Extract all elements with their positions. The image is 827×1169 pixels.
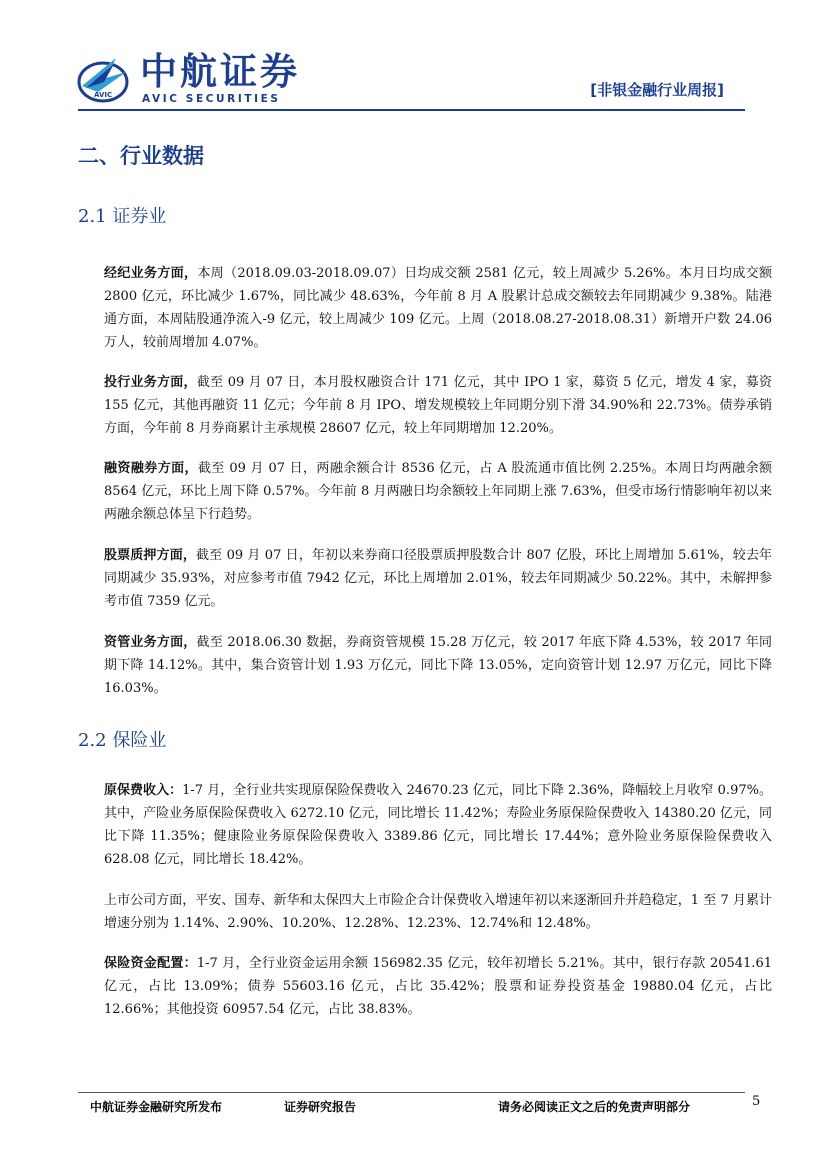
paragraph-lead: 经纪业务方面，	[104, 266, 198, 281]
paragraph-lead: 资管业务方面，	[104, 635, 197, 650]
paragraph-investment-banking	[78, 371, 772, 440]
footer-divider	[78, 1092, 745, 1093]
logo-wordmark-cn: 中航证券	[140, 50, 300, 93]
report-category-tag: [非银金融行业周报]	[590, 81, 724, 99]
paragraph-asset-management	[78, 631, 772, 700]
paragraph-premium-income	[78, 779, 772, 871]
paragraph-stock-pledge	[78, 544, 772, 613]
logo-wordmark-en: AVIC SECURITIES	[142, 93, 281, 105]
footer-report-type: 证券研究报告	[284, 1100, 357, 1114]
header-divider	[78, 109, 745, 111]
paragraph-text: 截至 09 月 07 日，年初以来券商口径股票质押股数合计 807 亿股，环比上周增加 5.61%，较去年同期减少 35.93%，对应参考市值 7942 亿元，环比上周增加 2.01%，较去年同期减少 50.22%。其中，未解押参考市值 7359 亿元。	[104, 548, 772, 609]
subsection-title-securities: 2.1 证券业	[78, 206, 167, 227]
paragraph-fund-allocation	[78, 952, 772, 1021]
paragraph-text: 截至 09 月 07 日，本月股权融资合计 171 亿元，其中 IPO 1 家，募资 5 亿元，增发 4 家，募资 155 亿元，其他再融资 11 亿元；今年前 8 月 IPO、增发规模较上年同期分别下滑 34.90%和 22.73%。债券承销方面，今年前 8 月券商累计主承规模 28607 亿元，较上年同期增加 12.20%。	[104, 375, 772, 436]
paragraph-text: 截至 09 月 07 日，两融余额合计 8536 亿元，占 A 股流通市值比例 2.25%。本周日均两融余额 8564 亿元，环比上周下降 0.57%。今年前 8 月两融日均余额较上年同期上涨 7.63%，但受市场行情影响年初以来两融余额总体呈下行趋势。	[104, 461, 772, 522]
section-title: 二、行业数据	[78, 144, 204, 168]
paragraph-lead: 投行业务方面，	[104, 375, 197, 390]
paragraph-text: 1-7 月，全行业资金运用余额 156982.35 亿元，较年初增长 5.21%。其中，银行存款 20541.61 亿元，占比 13.09%；债券 55603.16 亿元，占比 35.42%；股票和证券投资基金 19880.04 亿元，占比 12.66%；其他投资 60957.54 亿元，占比 38.83%。	[104, 956, 772, 1017]
paragraph-lead: 原保费收入：	[104, 783, 183, 798]
page-number: 5	[752, 1094, 761, 1109]
paragraph-margin-trading	[78, 457, 772, 526]
paragraph-lead: 股票质押方面，	[104, 548, 197, 563]
footer-disclaimer: 请务必阅读正文之后的免责声明部分	[498, 1100, 691, 1114]
avic-logo-icon	[76, 52, 130, 104]
paragraph-text: 本周（2018.09.03-2018.09.07）日均成交额 2581 亿元，较上周减少 5.26%。本月日均成交额 2800 亿元，环比减少 1.67%，同比减少 48.63%，今年前 8 月 A 股累计总成交额较去年同期减少 9.38%。陆港通方面，本周陆股通净流入-9 亿元，较上周减少 109 亿元。上周（2018.08.27-2018.08.31）新增开户数 24.06 万人，较前周增加 4.07%。	[104, 266, 772, 350]
paragraph-brokerage	[78, 262, 772, 354]
paragraph-lead: 保险资金配置：	[104, 956, 197, 971]
paragraph-listed-companies	[78, 889, 772, 935]
paragraph-text: 上市公司方面，平安、国寿、新华和太保四大上市险企合计保费收入增速年初以来逐渐回升并趋稳定，1 至 7 月累计增速分别为 1.14%、2.90%、10.20%、12.28%、12.23%、12.74%和 12.48%。	[104, 893, 772, 931]
paragraph-text: 截至 2018.06.30 数据，券商资管规模 15.28 万亿元，较 2017 年底下降 4.53%，较 2017 年同期下降 14.12%。其中，集合资管计划 1.93 万亿元，同比下降 13.05%，定向资管计划 12.97 万亿元，同比下降 16.03%。	[104, 635, 772, 696]
paragraph-lead: 融资融券方面，	[104, 461, 198, 476]
page-header	[0, 0, 827, 112]
footer-publisher: 中航证券金融研究所发布	[90, 1100, 223, 1114]
logo-badge-text: AVIC	[94, 91, 113, 99]
subsection-title-insurance: 2.2 保险业	[78, 730, 167, 751]
paragraph-text: 1-7 月，全行业共实现原保险保费收入 24670.23 亿元，同比下降 2.36%，降幅较上月收窄 0.97%。其中，产险业务原保险保费收入 6272.10 亿元，同比增长 11.42%；寿险业务原保险保费收入 14380.20 亿元，同比下降 11.35%；健康险业务原保险保费收入 3389.86 亿元，同比增长 17.44%；意外险业务原保险保费收入 628.08 亿元，同比增长 18.42%。	[104, 783, 772, 867]
